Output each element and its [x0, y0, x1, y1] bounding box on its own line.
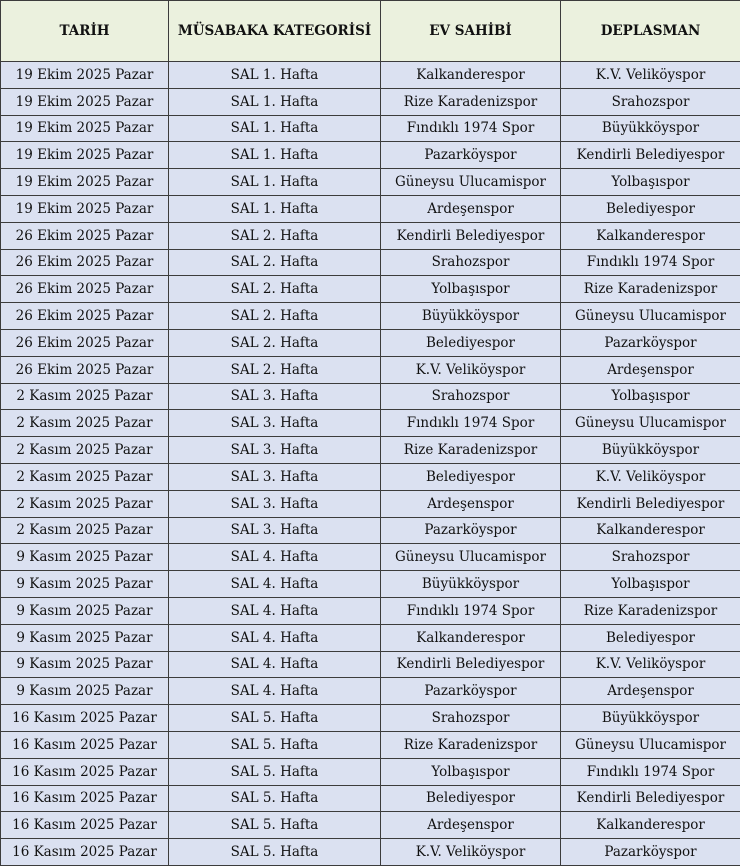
- table-row: [1, 651, 740, 678]
- table-body: [1, 62, 740, 866]
- cell-away-team: Kendirli Belediyespor: [561, 785, 740, 812]
- cell-date: 26 Ekim 2025 Pazar: [1, 222, 169, 249]
- cell-category: SAL 1. Hafta: [169, 142, 381, 169]
- cell-category: SAL 2. Hafta: [169, 356, 381, 383]
- cell-date: 16 Kasım 2025 Pazar: [1, 731, 169, 758]
- cell-home-team: Rize Karadenizspor: [381, 731, 561, 758]
- cell-category: SAL 1. Hafta: [169, 195, 381, 222]
- cell-category: SAL 5. Hafta: [169, 758, 381, 785]
- table-row: [1, 62, 740, 89]
- cell-category: SAL 4. Hafta: [169, 544, 381, 571]
- cell-home-team: Ardeşenspor: [381, 195, 561, 222]
- cell-category: SAL 3. Hafta: [169, 437, 381, 464]
- cell-home-team: Rize Karadenizspor: [381, 437, 561, 464]
- table-row: [1, 383, 740, 410]
- cell-date: 26 Ekim 2025 Pazar: [1, 356, 169, 383]
- cell-away-team: Kendirli Belediyespor: [561, 142, 740, 169]
- table-row: [1, 571, 740, 598]
- table-row: [1, 195, 740, 222]
- cell-date: 19 Ekim 2025 Pazar: [1, 115, 169, 142]
- table-row: [1, 356, 740, 383]
- cell-category: SAL 4. Hafta: [169, 651, 381, 678]
- table-row: [1, 839, 740, 866]
- table-row: [1, 678, 740, 705]
- cell-away-team: Belediyespor: [561, 624, 740, 651]
- cell-date: 9 Kasım 2025 Pazar: [1, 597, 169, 624]
- cell-away-team: Yolbaşıspor: [561, 571, 740, 598]
- cell-away-team: Ardeşenspor: [561, 678, 740, 705]
- table-row: [1, 88, 740, 115]
- table-row: [1, 276, 740, 303]
- cell-home-team: Pazarköyspor: [381, 142, 561, 169]
- cell-home-team: Güneysu Ulucamispor: [381, 169, 561, 196]
- cell-category: SAL 3. Hafta: [169, 463, 381, 490]
- cell-date: 9 Kasım 2025 Pazar: [1, 651, 169, 678]
- cell-category: SAL 2. Hafta: [169, 303, 381, 330]
- cell-away-team: Kalkanderespor: [561, 222, 740, 249]
- cell-category: SAL 3. Hafta: [169, 410, 381, 437]
- cell-away-team: Yolbaşıspor: [561, 383, 740, 410]
- cell-date: 19 Ekim 2025 Pazar: [1, 88, 169, 115]
- cell-date: 19 Ekim 2025 Pazar: [1, 169, 169, 196]
- table-row: [1, 731, 740, 758]
- cell-date: 19 Ekim 2025 Pazar: [1, 195, 169, 222]
- cell-category: SAL 4. Hafta: [169, 597, 381, 624]
- cell-date: 16 Kasım 2025 Pazar: [1, 839, 169, 866]
- cell-date: 9 Kasım 2025 Pazar: [1, 544, 169, 571]
- cell-home-team: Kalkanderespor: [381, 62, 561, 89]
- cell-home-team: Pazarköyspor: [381, 678, 561, 705]
- cell-away-team: K.V. Veliköyspor: [561, 463, 740, 490]
- cell-date: 2 Kasım 2025 Pazar: [1, 437, 169, 464]
- table-row: [1, 517, 740, 544]
- table-row: [1, 222, 740, 249]
- header-date: TARİH: [1, 1, 169, 62]
- cell-category: SAL 5. Hafta: [169, 731, 381, 758]
- cell-date: 19 Ekim 2025 Pazar: [1, 142, 169, 169]
- cell-date: 26 Ekim 2025 Pazar: [1, 303, 169, 330]
- cell-category: SAL 3. Hafta: [169, 383, 381, 410]
- cell-away-team: Pazarköyspor: [561, 839, 740, 866]
- header-row: [1, 1, 740, 62]
- cell-away-team: Rize Karadenizspor: [561, 597, 740, 624]
- cell-home-team: Srahozspor: [381, 383, 561, 410]
- cell-date: 16 Kasım 2025 Pazar: [1, 705, 169, 732]
- cell-home-team: Srahozspor: [381, 705, 561, 732]
- cell-date: 16 Kasım 2025 Pazar: [1, 758, 169, 785]
- table-row: [1, 758, 740, 785]
- cell-away-team: Güneysu Ulucamispor: [561, 731, 740, 758]
- cell-away-team: Güneysu Ulucamispor: [561, 303, 740, 330]
- cell-date: 2 Kasım 2025 Pazar: [1, 463, 169, 490]
- cell-date: 2 Kasım 2025 Pazar: [1, 410, 169, 437]
- cell-away-team: Yolbaşıspor: [561, 169, 740, 196]
- cell-home-team: Büyükköyspor: [381, 571, 561, 598]
- table-row: [1, 812, 740, 839]
- cell-home-team: Fındıklı 1974 Spor: [381, 115, 561, 142]
- cell-date: 2 Kasım 2025 Pazar: [1, 490, 169, 517]
- cell-category: SAL 1. Hafta: [169, 115, 381, 142]
- table-row: [1, 490, 740, 517]
- cell-away-team: Srahozspor: [561, 88, 740, 115]
- table-row: [1, 142, 740, 169]
- cell-away-team: Kalkanderespor: [561, 517, 740, 544]
- cell-away-team: Ardeşenspor: [561, 356, 740, 383]
- cell-category: SAL 2. Hafta: [169, 222, 381, 249]
- cell-home-team: Kalkanderespor: [381, 624, 561, 651]
- cell-category: SAL 1. Hafta: [169, 88, 381, 115]
- cell-home-team: Ardeşenspor: [381, 490, 561, 517]
- cell-home-team: Belediyespor: [381, 329, 561, 356]
- header-home-team: EV SAHİBİ: [381, 1, 561, 62]
- header-category: MÜSABAKA KATEGORİSİ: [169, 1, 381, 62]
- cell-home-team: K.V. Veliköyspor: [381, 356, 561, 383]
- cell-away-team: K.V. Veliköyspor: [561, 62, 740, 89]
- cell-home-team: Kendirli Belediyespor: [381, 222, 561, 249]
- cell-home-team: Yolbaşıspor: [381, 276, 561, 303]
- cell-category: SAL 4. Hafta: [169, 571, 381, 598]
- cell-category: SAL 3. Hafta: [169, 517, 381, 544]
- cell-category: SAL 4. Hafta: [169, 678, 381, 705]
- table-row: [1, 410, 740, 437]
- cell-home-team: Belediyespor: [381, 463, 561, 490]
- table-row: [1, 437, 740, 464]
- table-row: [1, 597, 740, 624]
- cell-category: SAL 5. Hafta: [169, 839, 381, 866]
- cell-category: SAL 5. Hafta: [169, 705, 381, 732]
- cell-home-team: Fındıklı 1974 Spor: [381, 410, 561, 437]
- table-row: [1, 329, 740, 356]
- cell-date: 9 Kasım 2025 Pazar: [1, 624, 169, 651]
- cell-category: SAL 5. Hafta: [169, 785, 381, 812]
- cell-away-team: Güneysu Ulucamispor: [561, 410, 740, 437]
- cell-home-team: Kendirli Belediyespor: [381, 651, 561, 678]
- cell-away-team: Büyükköyspor: [561, 115, 740, 142]
- cell-home-team: Srahozspor: [381, 249, 561, 276]
- cell-category: SAL 1. Hafta: [169, 62, 381, 89]
- cell-away-team: Büyükköyspor: [561, 705, 740, 732]
- table-row: [1, 463, 740, 490]
- cell-category: SAL 4. Hafta: [169, 624, 381, 651]
- cell-away-team: Belediyespor: [561, 195, 740, 222]
- cell-home-team: Pazarköyspor: [381, 517, 561, 544]
- table-row: [1, 544, 740, 571]
- cell-date: 9 Kasım 2025 Pazar: [1, 571, 169, 598]
- cell-away-team: K.V. Veliköyspor: [561, 651, 740, 678]
- cell-date: 9 Kasım 2025 Pazar: [1, 678, 169, 705]
- cell-away-team: Kendirli Belediyespor: [561, 490, 740, 517]
- header-away-team: DEPLASMAN: [561, 1, 740, 62]
- table-row: [1, 303, 740, 330]
- cell-date: 2 Kasım 2025 Pazar: [1, 517, 169, 544]
- cell-date: 26 Ekim 2025 Pazar: [1, 249, 169, 276]
- cell-away-team: Büyükköyspor: [561, 437, 740, 464]
- cell-away-team: Rize Karadenizspor: [561, 276, 740, 303]
- cell-category: SAL 2. Hafta: [169, 249, 381, 276]
- cell-away-team: Srahozspor: [561, 544, 740, 571]
- cell-home-team: Yolbaşıspor: [381, 758, 561, 785]
- cell-date: 16 Kasım 2025 Pazar: [1, 812, 169, 839]
- cell-category: SAL 3. Hafta: [169, 490, 381, 517]
- cell-away-team: Fındıklı 1974 Spor: [561, 758, 740, 785]
- cell-home-team: K.V. Veliköyspor: [381, 839, 561, 866]
- cell-category: SAL 5. Hafta: [169, 812, 381, 839]
- cell-home-team: Fındıklı 1974 Spor: [381, 597, 561, 624]
- cell-home-team: Rize Karadenizspor: [381, 88, 561, 115]
- table-row: [1, 785, 740, 812]
- cell-away-team: Pazarköyspor: [561, 329, 740, 356]
- table-row: [1, 115, 740, 142]
- cell-away-team: Fındıklı 1974 Spor: [561, 249, 740, 276]
- cell-date: 16 Kasım 2025 Pazar: [1, 785, 169, 812]
- cell-category: SAL 2. Hafta: [169, 329, 381, 356]
- cell-date: 2 Kasım 2025 Pazar: [1, 383, 169, 410]
- cell-home-team: Ardeşenspor: [381, 812, 561, 839]
- cell-category: SAL 2. Hafta: [169, 276, 381, 303]
- cell-date: 19 Ekim 2025 Pazar: [1, 62, 169, 89]
- cell-category: SAL 1. Hafta: [169, 169, 381, 196]
- cell-home-team: Belediyespor: [381, 785, 561, 812]
- cell-date: 26 Ekim 2025 Pazar: [1, 276, 169, 303]
- table-row: [1, 169, 740, 196]
- table-header: [1, 1, 740, 62]
- cell-away-team: Kalkanderespor: [561, 812, 740, 839]
- table-row: [1, 705, 740, 732]
- table-row: [1, 624, 740, 651]
- cell-date: 26 Ekim 2025 Pazar: [1, 329, 169, 356]
- cell-home-team: Büyükköyspor: [381, 303, 561, 330]
- cell-home-team: Güneysu Ulucamispor: [381, 544, 561, 571]
- table-row: [1, 249, 740, 276]
